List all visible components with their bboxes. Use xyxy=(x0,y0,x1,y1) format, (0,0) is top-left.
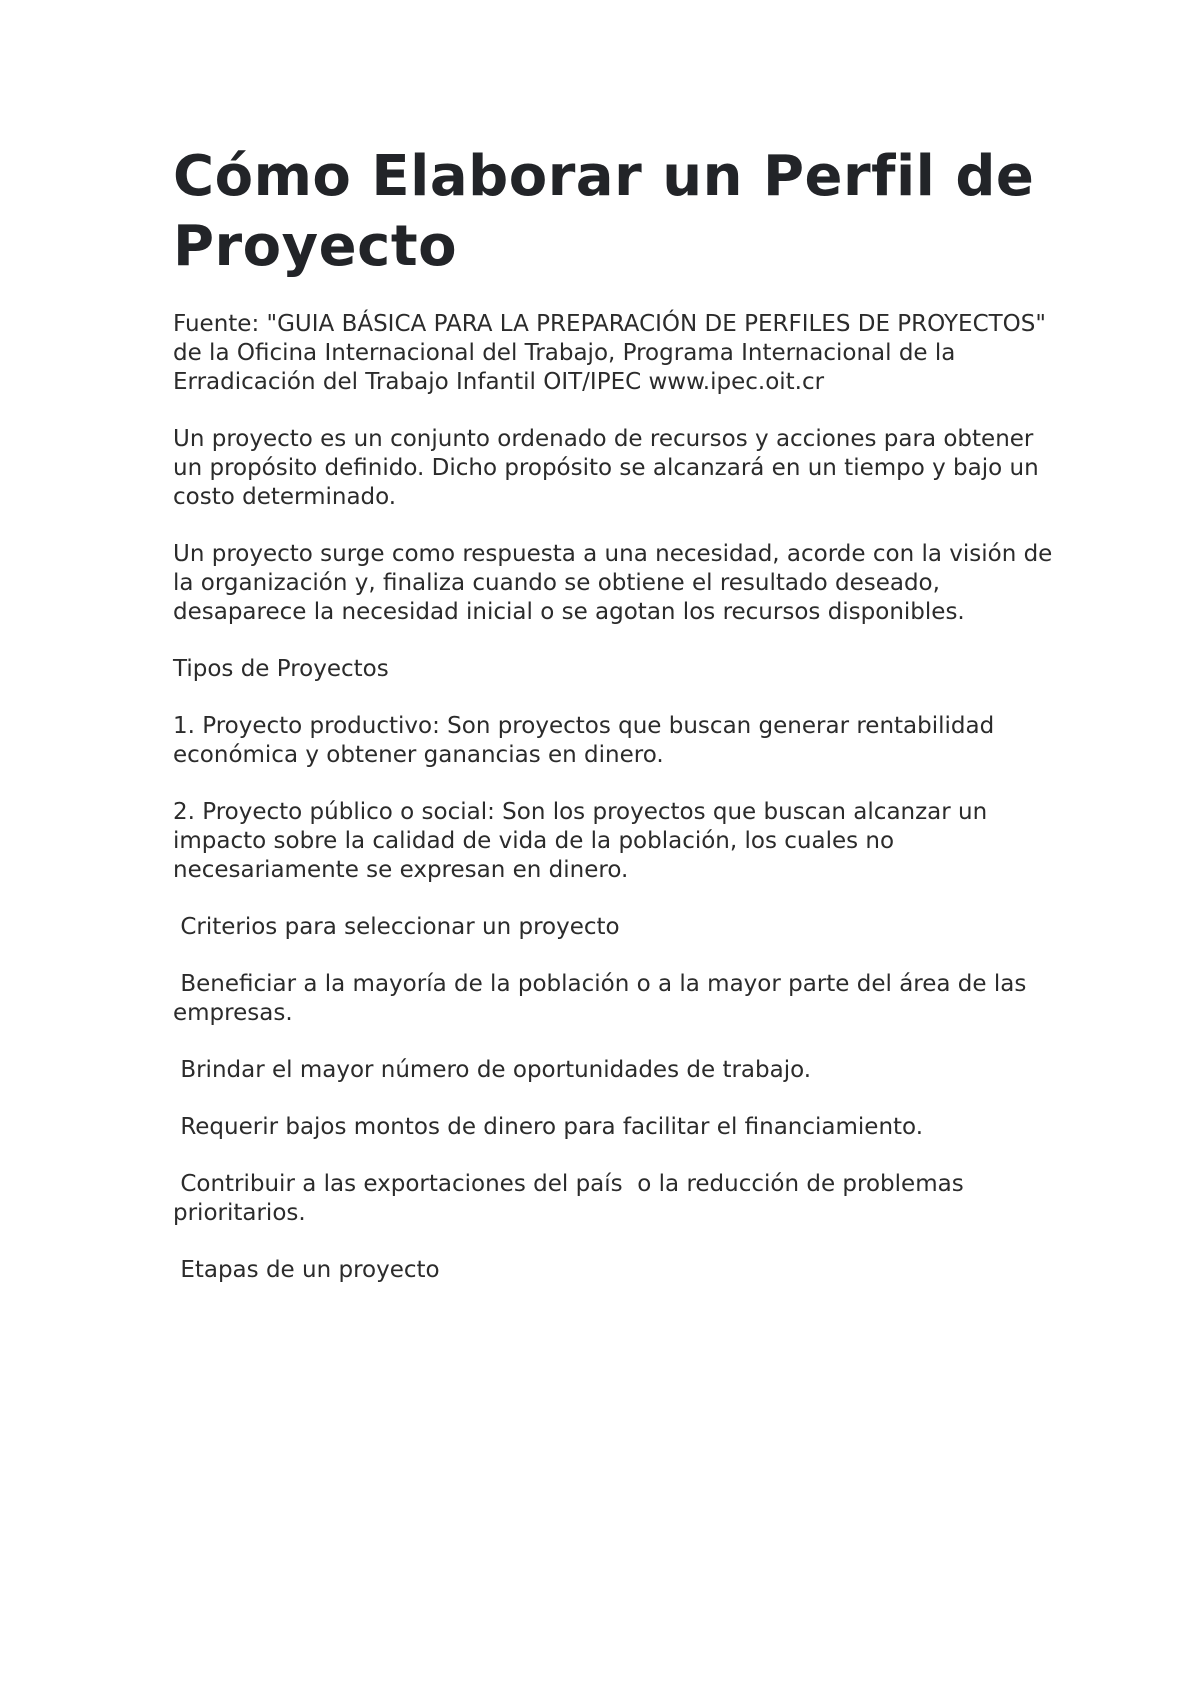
criterion-item: Beneficiar a la mayoría de la población o a la mayor parte del área de las empresas. xyxy=(173,971,1034,1026)
source-paragraph: Fuente: "GUIA BÁSICA PARA LA PREPARACIÓN DE PERFILES DE PROYECTOS" de la Oficina Internacional del Trabajo, Programa Internacional de la Erradicación del Trabajo Infantil OIT/IPEC www.ipec.oit.cr xyxy=(173,311,1054,395)
criterion-item: Requerir bajos montos de dinero para facilitar el financiamiento. xyxy=(173,1114,924,1140)
criterion-item: Brindar el mayor número de oportunidades de trabajo. xyxy=(173,1057,812,1083)
project-type-productive: 1. Proyecto productivo: Son proyectos que buscan generar rentabilidad económica y obtener ganancias en dinero. xyxy=(173,713,1002,768)
definition-paragraph: Un proyecto es un conjunto ordenado de recursos y acciones para obtener un propósito definido. Dicho propósito se alcanzará en un tiempo y bajo un costo determinado. xyxy=(173,426,1046,510)
project-type-social: 2. Proyecto público o social: Son los proyectos que buscan alcanzar un impacto sobre la calidad de vida de la población, los cuales no necesariamente se expresan en dinero. xyxy=(173,799,995,883)
section-heading-criterios: Criterios para seleccionar un proyecto xyxy=(173,914,620,940)
document-page xyxy=(173,142,1060,1313)
origin-paragraph: Un proyecto surge como respuesta a una necesidad, acorde con la visión de la organización y, finaliza cuando se obtiene el resultado deseado, desaparece la necesidad inicial o se agotan los recursos disponibles. xyxy=(173,541,1060,625)
criterion-item: Contribuir a las exportaciones del país o la reducción de problemas prioritarios. xyxy=(173,1171,971,1226)
section-heading-tipos: Tipos de Proyectos xyxy=(173,656,389,682)
section-heading-etapas: Etapas de un proyecto xyxy=(173,1257,440,1283)
document-title: Cómo Elaborar un Perfil de Proyecto xyxy=(173,144,1035,279)
